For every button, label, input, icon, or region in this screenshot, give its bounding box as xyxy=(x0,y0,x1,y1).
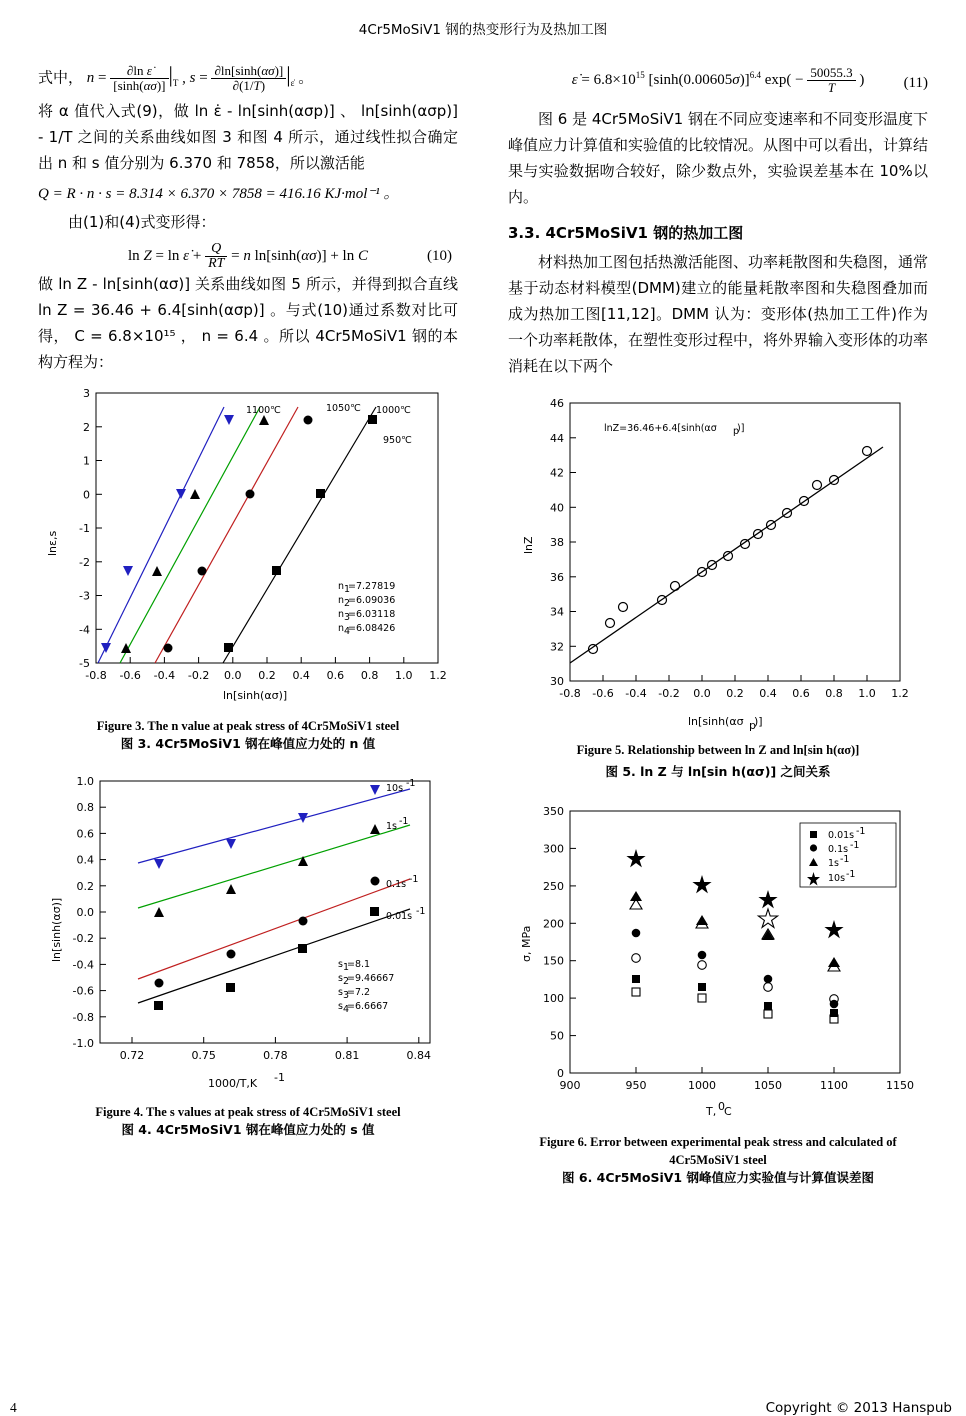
svg-text:2: 2 xyxy=(344,598,351,610)
svg-text:0.84: 0.84 xyxy=(406,1049,432,1063)
figure-6-caption-en: Figure 6. Error between experimental peak stress and calculated of 4Cr5MoSiV1 steel xyxy=(539,1135,897,1167)
svg-text:42: 42 xyxy=(550,466,564,480)
svg-text:=9.46667: =9.46667 xyxy=(347,973,395,985)
figure-3-caption-en: Figure 3. The n value at peak stress of 4Cr5MoSiV1 steel xyxy=(96,719,400,734)
svg-text:-0.8: -0.8 xyxy=(559,687,581,700)
svg-text:-1: -1 xyxy=(416,906,426,918)
svg-text:300: 300 xyxy=(543,842,564,856)
svg-text:=6.6667: =6.6667 xyxy=(347,1001,389,1013)
running-head xyxy=(0,18,966,38)
svg-text:1: 1 xyxy=(344,584,351,596)
fig4-label-01s: 0.1s xyxy=(386,879,407,891)
fig3-ylabel: ln xyxy=(46,546,59,557)
svg-text:1100: 1100 xyxy=(820,1079,848,1092)
svg-text:-0.2: -0.2 xyxy=(187,669,210,683)
svg-text:-1: -1 xyxy=(856,826,866,837)
formula-11-row xyxy=(508,60,928,106)
svg-text:0.4: 0.4 xyxy=(759,687,777,700)
svg-text:p: p xyxy=(733,426,740,437)
figure-3-caption xyxy=(38,717,458,753)
svg-text:-1: -1 xyxy=(406,778,416,790)
svg-text:2: 2 xyxy=(83,420,90,434)
svg-text:1.0: 1.0 xyxy=(858,687,876,700)
figure-4-plot xyxy=(38,767,458,1097)
svg-text:0: 0 xyxy=(83,488,90,502)
svg-text:C: C xyxy=(724,1105,732,1118)
fig3-label-1100: 1100℃ xyxy=(246,405,281,417)
svg-text:0.6: 0.6 xyxy=(76,827,94,841)
svg-text:0.01s: 0.01s xyxy=(828,830,855,841)
svg-text:=7.27819: =7.27819 xyxy=(348,581,396,593)
svg-text:n: n xyxy=(338,581,345,593)
formula-prefix: 式中， xyxy=(38,68,84,87)
svg-text:4: 4 xyxy=(344,626,351,638)
svg-text:0.4: 0.4 xyxy=(76,853,94,867)
formula-11-number: (11) xyxy=(903,75,928,91)
svg-text:0.8: 0.8 xyxy=(360,669,379,683)
copyright-notice: Copyright © 2013 Hanspub xyxy=(765,1400,952,1416)
svg-text:1: 1 xyxy=(83,454,90,468)
figure-3-caption-cn: 图 3. 4Cr5MoSiV1 钢在峰值应力处的 n 值 xyxy=(120,736,376,752)
svg-text:3: 3 xyxy=(343,990,350,1002)
svg-text:150: 150 xyxy=(543,954,564,968)
paragraph-alpha-substitution: 将 α 值代入式(9)，做 ln ε̇ - ln[sinh(ασp)] 、 ln[sinh(ασp)] - 1/T 之间的关系曲线如图 3 和图 4 所示，通过线性拟合确定出 n 和 s 值分别为 6.370 和 7858，所以激活能 xyxy=(38,102,458,172)
svg-text:1: 1 xyxy=(343,962,350,974)
svg-text:0.2: 0.2 xyxy=(76,879,94,893)
svg-text:-0.8: -0.8 xyxy=(85,669,107,683)
svg-text:)]: )] xyxy=(754,715,763,728)
svg-text:0.0: 0.0 xyxy=(76,906,94,920)
svg-text:0.4: 0.4 xyxy=(292,669,310,683)
svg-text:1000: 1000 xyxy=(688,1079,716,1092)
svg-text:n: n xyxy=(338,623,345,635)
svg-text:-2: -2 xyxy=(79,555,90,569)
formula-10: ln Z = ln ε̇ + $\frac{Q}{RT}$ = n ln[sinh(ασ)] + ln C xyxy=(128,241,368,272)
svg-text:0.72: 0.72 xyxy=(119,1049,145,1063)
running-head-title: 4Cr5MoSiV1 钢的热变形行为及热加工图 xyxy=(358,22,608,38)
svg-text:-1.0: -1.0 xyxy=(72,1037,94,1051)
fig4-label-001s: 0.01s xyxy=(386,911,413,923)
formula-n: n = $\frac{\text{∂ln ε̇}}{[\sinh(\alpha\sigma)]}$ $|_T$ xyxy=(86,62,179,94)
svg-text:-1: -1 xyxy=(274,1071,285,1085)
svg-text:-0.4: -0.4 xyxy=(72,958,94,972)
svg-text:-5: -5 xyxy=(79,657,90,671)
svg-text:=6.09036: =6.09036 xyxy=(348,595,396,607)
paragraph-lnZ-fit: 做 ln Z - ln[sinh(ασ)] 关系曲线如图 5 所示，并得到拟合直线 ln Z = 36.46 + 6.4[sinh(ασp)] 。与式(10)通过系数对比可得， C = 6.8×10¹⁵ ， n = 6.4 。所以 4Cr5MoSiV1 钢的本构方程为： xyxy=(38,275,458,372)
formula-s: s = $\frac{\partial\ln[\sinh(\alpha\sigma)]}{\partial(1/T)}$ $|_{\varepsiloṅ}$ xyxy=(189,62,295,94)
svg-text:n: n xyxy=(338,609,345,621)
figure-4 xyxy=(38,767,458,1139)
svg-text:0.6: 0.6 xyxy=(792,687,810,700)
svg-text:0.2: 0.2 xyxy=(726,687,744,700)
fig6-legend xyxy=(800,823,896,887)
svg-text:-0.6: -0.6 xyxy=(119,669,141,683)
svg-text:44: 44 xyxy=(550,431,564,445)
svg-text:3: 3 xyxy=(83,387,90,401)
fig3-xlabel: ln[sinh(ασ)] xyxy=(223,689,288,703)
paragraph-dmm: 材料热加工图包括热激活能图、功率耗散图和失稳图，通常基于动态材料模型(DMM)建立的能量耗散率图和失稳图叠加而成为热加工图[11,12]。DMM 认为：变形体(热加工工件)作为一个功率耗散体，在塑性变形过程中，将外界输入变形体的功率消耗在以下两个 xyxy=(508,253,929,375)
svg-text:=6.08426: =6.08426 xyxy=(348,623,396,635)
page-number: 4 xyxy=(10,1400,17,1415)
svg-text:-0.4: -0.4 xyxy=(153,669,176,683)
svg-text:0.8: 0.8 xyxy=(825,687,843,700)
paragraph-derive: 由(1)和(4)式变形得： xyxy=(68,213,216,231)
svg-text:n: n xyxy=(338,595,345,607)
figure-5 xyxy=(508,389,928,781)
fig4-label-10s: 10s xyxy=(386,783,404,795)
svg-text:46: 46 xyxy=(550,397,564,410)
svg-text:0.81: 0.81 xyxy=(334,1049,360,1063)
svg-text:-3: -3 xyxy=(79,589,90,603)
fig6-ylabel: σ, MPa xyxy=(520,925,533,962)
svg-text:200: 200 xyxy=(543,917,564,931)
left-column xyxy=(38,60,458,1139)
svg-text:50: 50 xyxy=(550,1029,564,1043)
svg-text:1050: 1050 xyxy=(754,1079,782,1092)
fig5-xlabel: ln[sinh(ασ xyxy=(688,715,744,728)
formula-10-row xyxy=(38,241,458,271)
svg-text:s: s xyxy=(338,973,343,985)
svg-text:0.8: 0.8 xyxy=(76,801,94,815)
figure-6 xyxy=(508,797,928,1187)
svg-text:=8.1: =8.1 xyxy=(347,959,371,971)
svg-text:38: 38 xyxy=(550,536,564,549)
fig3-ylabel2: ε,s xyxy=(46,530,59,547)
svg-text:350: 350 xyxy=(543,805,564,818)
svg-text:-1: -1 xyxy=(840,854,850,865)
formula-10-number: (10) xyxy=(427,248,452,264)
formula-n-s-row: 式中， n = $\frac{\text{∂ln ε̇}}{[\sinh(\alpha\sigma)]}$ $|_T$ , s = $\frac{\partial\ln[\sinh(\alpha\sigma)]}{\partial(1/T)}$ $|_{\varepsiloṅ}$ 。 xyxy=(38,60,458,98)
svg-text:-1: -1 xyxy=(399,816,409,828)
figure-4-caption-en: Figure 4. The s values at peak stress of 4Cr5MoSiV1 steel xyxy=(95,1105,401,1120)
figure-5-caption-en: Figure 5. Relationship between ln Z and ln[sin h(ασ)] xyxy=(576,743,860,757)
fig5-ylabel: lnZ xyxy=(522,536,535,554)
figure-6-caption-cn: 图 6. 4Cr5MoSiV1 钢峰值应力实验值与计算值误差图 xyxy=(562,1170,874,1185)
svg-text:250: 250 xyxy=(543,879,564,893)
svg-text:0: 0 xyxy=(557,1067,564,1080)
svg-text:1.0: 1.0 xyxy=(76,775,94,789)
fig3-label-1050: 1050℃ xyxy=(326,403,361,415)
svg-text:-1: -1 xyxy=(79,522,90,536)
svg-text:3: 3 xyxy=(344,612,351,624)
svg-text:-0.2: -0.2 xyxy=(658,687,680,700)
right-column xyxy=(508,60,928,1187)
figure-3-plot xyxy=(38,381,458,711)
formula-activation-energy: Q = R · n · s = 8.314 × 6.370 × 7858 = 416.16 KJ·mol⁻¹ 。 xyxy=(38,186,399,202)
svg-text:-1: -1 xyxy=(409,874,419,886)
svg-text:0.75: 0.75 xyxy=(191,1049,216,1063)
svg-text:)]: )] xyxy=(737,423,745,434)
svg-text:100: 100 xyxy=(543,992,564,1006)
svg-text:40: 40 xyxy=(550,501,564,515)
fig5-equation: lnZ=36.46+6.4[sinh(ασ xyxy=(604,423,717,434)
fig4-ylabel: ln[sinh(ασ)] xyxy=(50,897,63,963)
svg-text:1.0: 1.0 xyxy=(395,669,413,683)
figure-5-plot xyxy=(508,389,928,739)
svg-text:900: 900 xyxy=(559,1079,581,1092)
svg-text:10s: 10s xyxy=(828,873,846,884)
paragraph-fig6-desc: 图 6 是 4Cr5MoSiV1 钢在不同应变速率和不同变形温度下峰值应力计算值和实验值的比较情况。从图中可以看出，计算结果与实验数据吻合较好，除少数点外，实验误差基本在 10%以内。 xyxy=(508,110,929,206)
fig3-label-1000: 1000℃ xyxy=(376,405,411,417)
svg-text:2: 2 xyxy=(343,976,350,988)
svg-text:=7.2: =7.2 xyxy=(347,987,371,999)
figure-6-caption xyxy=(508,1133,928,1187)
figure-3 xyxy=(38,381,458,753)
formula-11: ε̇ = $6.8\times 10^{15}$ $[\sinh(0.00605\sigma)]^{6.4}$ exp( − $\frac{50055.3}{T}$ ) xyxy=(571,65,865,96)
svg-text:1.2: 1.2 xyxy=(429,669,447,683)
svg-text:s: s xyxy=(338,959,343,971)
svg-text:950: 950 xyxy=(625,1079,647,1092)
figure-4-caption xyxy=(38,1103,458,1139)
section-heading-3-3: 3.3. 4Cr5MoSiV1 钢的热加工图 xyxy=(508,224,744,242)
svg-text:p: p xyxy=(749,719,756,732)
figure-6-plot xyxy=(508,797,928,1127)
svg-text:1.2: 1.2 xyxy=(891,687,909,700)
svg-text:-0.8: -0.8 xyxy=(72,1010,94,1024)
svg-text:36: 36 xyxy=(550,570,564,584)
svg-text:32: 32 xyxy=(550,640,564,654)
svg-text:0.1s: 0.1s xyxy=(828,844,849,855)
svg-text:-0.2: -0.2 xyxy=(72,932,94,946)
svg-text:4: 4 xyxy=(343,1004,350,1016)
svg-text:0.0: 0.0 xyxy=(693,687,711,700)
svg-text:34: 34 xyxy=(550,605,564,619)
svg-text:0.2: 0.2 xyxy=(258,669,276,683)
fig6-xlabel: T, xyxy=(706,1105,717,1118)
svg-text:1s: 1s xyxy=(828,858,839,869)
fig3-label-950: 950℃ xyxy=(383,435,412,447)
fig4-label-1s: 1s xyxy=(386,821,397,833)
svg-text:=6.03118: =6.03118 xyxy=(348,609,396,621)
svg-text:0.0: 0.0 xyxy=(224,669,242,683)
figure-5-caption-cn: 图 5. ln Z 与 ln[sin h(ασ)] 之间关系 xyxy=(605,764,831,779)
svg-text:-1: -1 xyxy=(850,840,860,851)
svg-text:0.6: 0.6 xyxy=(326,669,345,683)
svg-text:30: 30 xyxy=(550,675,564,688)
svg-text:-0.6: -0.6 xyxy=(592,687,614,700)
svg-text:-0.6: -0.6 xyxy=(72,984,94,998)
svg-text:s: s xyxy=(338,1001,343,1013)
svg-text:-0.4: -0.4 xyxy=(625,687,647,700)
svg-text:0: 0 xyxy=(718,1100,725,1113)
svg-text:0.78: 0.78 xyxy=(263,1049,288,1063)
svg-text:1150: 1150 xyxy=(886,1079,914,1092)
svg-text:-4: -4 xyxy=(79,623,90,637)
fig4-xlabel: 1000/T,K xyxy=(208,1077,258,1091)
figure-5-caption xyxy=(508,741,928,781)
svg-text:-1: -1 xyxy=(846,869,856,880)
svg-text:s: s xyxy=(338,987,343,999)
figure-4-caption-cn: 图 4. 4Cr5MoSiV1 钢在峰值应力处的 s 值 xyxy=(121,1122,375,1138)
